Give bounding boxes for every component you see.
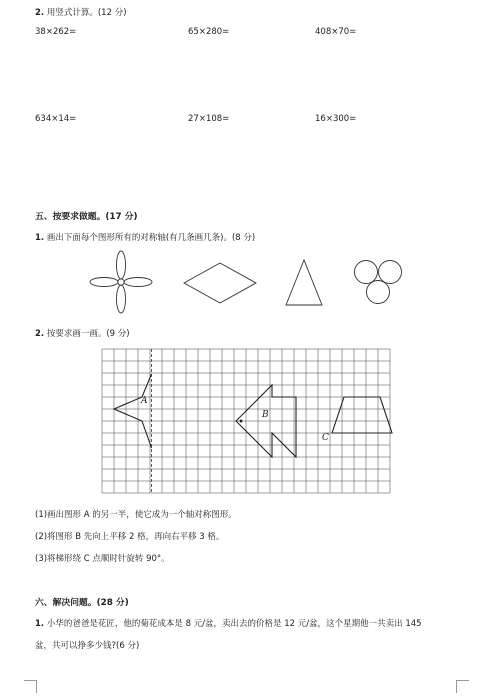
page-corner-mark-right bbox=[456, 680, 469, 693]
section-6-title: 六、解决问题。(28 分) bbox=[35, 598, 129, 608]
section-5-title: 五、按要求做题。(17 分) bbox=[35, 212, 138, 222]
q2-number: 2. bbox=[35, 8, 45, 18]
sec6-q1-line1 bbox=[35, 617, 422, 629]
label-b: B bbox=[262, 410, 269, 420]
sec6-q1-text-line2: 盆，共可以挣多少钱?(6 分) bbox=[35, 641, 140, 651]
expr-3: 408×70= bbox=[315, 27, 357, 37]
expr-5: 27×108= bbox=[188, 114, 230, 124]
instruction-3: (3)将梯形绕 C 点顺时针旋转 90°。 bbox=[35, 554, 170, 564]
q2-title: 用竖式计算。(12 分) bbox=[46, 8, 127, 18]
trapezoid-shape bbox=[332, 397, 392, 433]
label-c: C bbox=[322, 433, 329, 443]
sec5-q2-number: 2. bbox=[35, 329, 45, 339]
sec5-q1-number: 1. bbox=[35, 233, 45, 243]
sec5-q1-text: 画出下面每个图形所有的对称轴(有几条画几条)。(8 分) bbox=[46, 233, 256, 243]
page-corner-mark-left bbox=[24, 680, 37, 693]
instruction-2: (2)将图形 B 先向上平移 2 格，再向右平移 3 格。 bbox=[35, 532, 225, 542]
expr-4: 634×14= bbox=[35, 114, 77, 124]
instruction-1: (1)画出图形 A 的另一半，使它成为一个轴对称图形。 bbox=[35, 510, 237, 520]
expr-2: 65×280= bbox=[188, 27, 230, 37]
sec5-q2-text: 按要求画一画。(9 分) bbox=[46, 329, 130, 339]
square-grid bbox=[102, 349, 390, 493]
sec6-q1-number: 1. bbox=[35, 619, 45, 629]
label-a: A bbox=[141, 396, 148, 406]
expr-6: 16×300= bbox=[315, 114, 357, 124]
figure-b-dot bbox=[240, 420, 243, 423]
expr-1: 38×262= bbox=[35, 27, 77, 37]
sec6-q1-text-line1: 小华的爸爸是花匠，他的菊花成本是 8 元/盆，卖出去的价格是 12 元/盆，这个星期他一共卖出 145 bbox=[46, 619, 422, 629]
